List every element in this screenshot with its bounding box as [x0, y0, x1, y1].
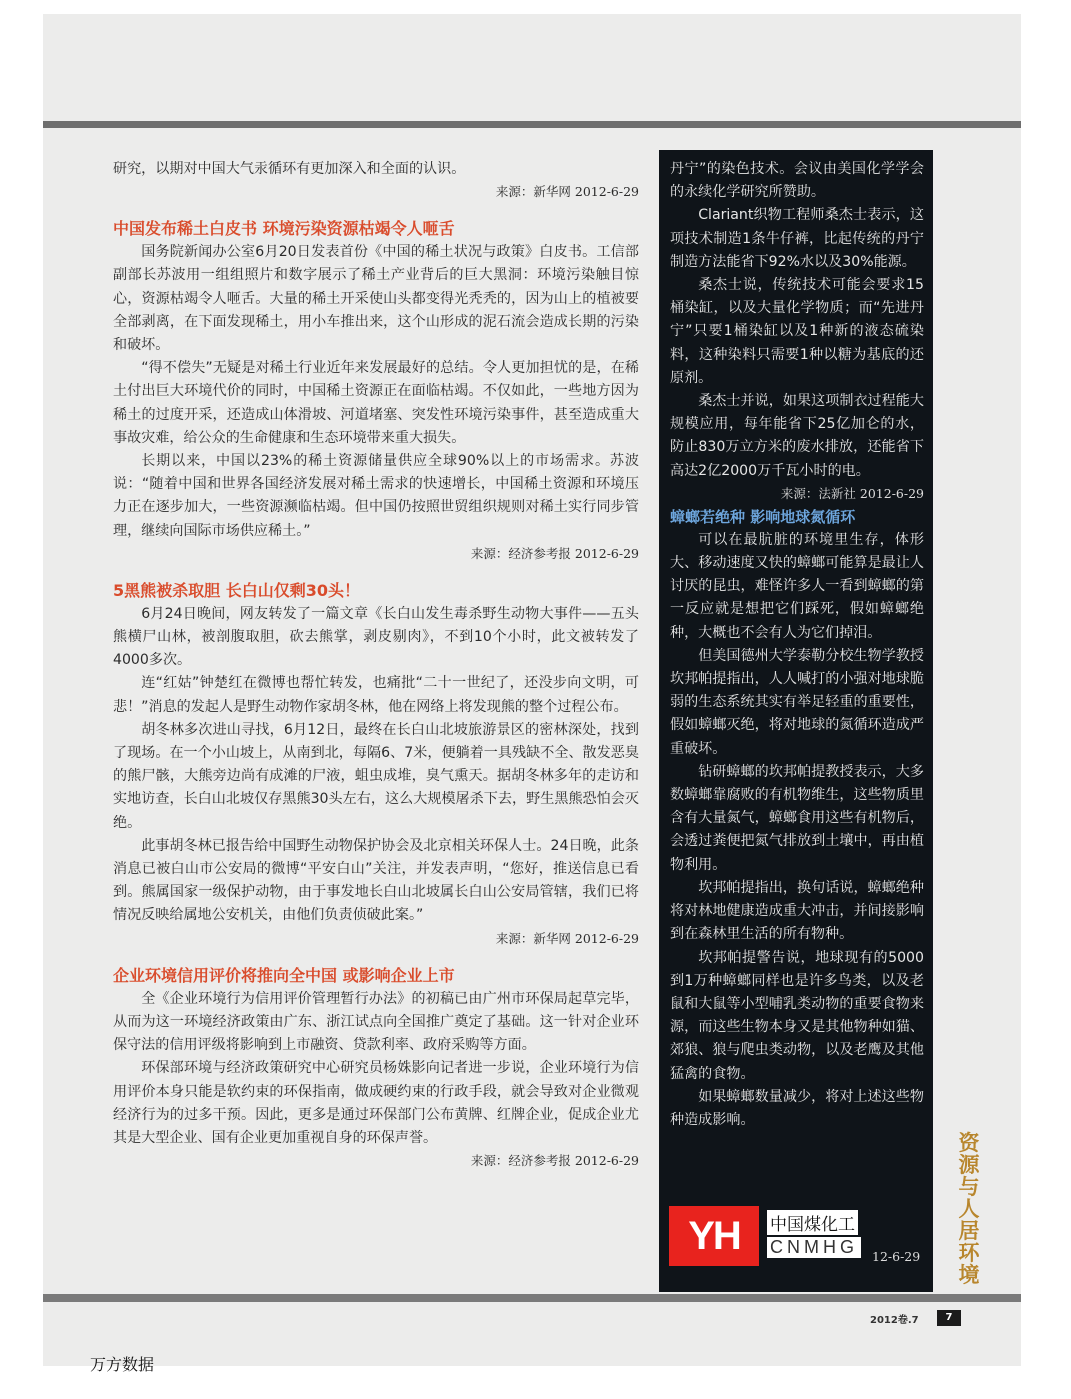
article-source: 来源：经济参考报 2012-6-29 [470, 545, 639, 561]
sidebar-paragraph: 如果蟑螂数量减少，将对上述这些物种造成影响。 [670, 1088, 924, 1128]
article-source: 来源：新华网 2012-6-29 [495, 930, 639, 946]
article-paragraph: 全《企业环境行为信用评价管理暂行办法》的初稿已由广州市环保局起草完毕，从而为这一环境经济政策由广东、浙江试点向全国推广奠定了基础。这一针对企业环保守法的信用评级将影响到上市融资、贷款利率、政府采购等方面。 [113, 990, 639, 1054]
article-title-black-bears: 5黑熊被杀取胆 长白山仅剩30头！ [113, 580, 360, 600]
logo-english-name: CNMHG [767, 1237, 861, 1258]
article-paragraph: 长期以来，中国以23%的稀土资源储量供应全球90%以上的市场需求。苏波说：“随着中国和世界各国经济发展对稀土需求的快速增长，中国稀土资源和环境压力正在逐步加大，一些资源濒临枯竭。但中国仍按照世贸组织规则对稀土实行同步管理，继续向国际市场供应稀土。” [113, 453, 639, 539]
article-paragraph: 6月24日晚间，网友转发了一篇文章《长白山发生毒杀野生动物大事件——五头熊横尸山林，被剖腹取胆，砍去熊掌，剥皮剔肉》，不到10个小时，此文被转发了4000多次。 [113, 605, 639, 669]
article-title-rare-earth: 中国发布稀土白皮书 环境污染资源枯竭令人咂舌 [113, 219, 455, 239]
column-mark-char: 人 [958, 1196, 980, 1221]
sidebar-text [670, 158, 924, 1132]
sidebar-source-date: 12-6-29 [872, 1249, 921, 1264]
sidebar-paragraph: 坎邦帕提警告说，地球现有的5000到1万种蟑螂同样也是许多鸟类，以及老鼠和大鼠等小型哺乳类动物的重要食物来源，而这些生物本身又是其他物种如猫、郊狼、狼与爬虫类动物，以及老鹰及其他猛禽的食物。 [670, 949, 924, 1082]
column-mark-char: 源 [958, 1152, 980, 1177]
column-mark [952, 1130, 986, 1287]
intro-text: 研究，以期对中国大气汞循环有更加深入和全面的认识。 [113, 161, 466, 177]
column-mark-char: 环 [958, 1240, 980, 1265]
article-paragraph: 胡冬林多次进山寻找，6月12日，最终在长白山北坡旅游景区的密林深处，找到了现场。在一个小山坡上，从南到北，每隔6、7米，便躺着一具残缺不全、散发恶臭的熊尸骸，大熊旁边尚有成滩的尸液，蛆虫成堆，臭气熏天。据胡冬林多年的走访和实地访查，长白山北坡仅存黑熊30头左右，这么大规模屠杀下去，野生黑熊恐怕会灭绝。 [113, 721, 639, 831]
logo-chinese-name: 中国煤化工 [767, 1210, 858, 1235]
column-mark-char: 境 [958, 1262, 980, 1287]
article-paragraph: 连“红姑”钟楚红在微博也帮忙转发，也痛批“二十一世纪了，还没步向文明，可悲！”消息的发起人是野生动物作家胡冬林，他在网络上将发现熊的整个过程公布。 [113, 675, 639, 715]
sidebar-paragraph: 丹宁”的染色技术。会议由美国化学学会的永续化学研究所赞助。 [670, 161, 924, 201]
sidebar-paragraph: 桑杰士说，传统技术可能会要求15桶染缸，以及大量化学物质；而“先进丹宁”只要1桶染缸以及1种新的液态硫染料，这种染料只需要1种以糖为基底的还原剂。 [670, 277, 924, 386]
article-paragraph: 国务院新闻办公室6月20日发表首份《中国的稀土状况与政策》白皮书。工信部副部长苏波用一组组照片和数字展示了稀土产业背后的巨大黑洞：环境污染触目惊心，资源枯竭令人咂舌。大量的稀土开采使山头都变得光秃秃的，因为山上的植被要全部剥离，在下面发现稀土，用小车推出来，这个山形成的泥石流会造成长期的污染和破坏。 [113, 244, 639, 354]
article-paragraph: 此事胡冬林已报告给中国野生动物保护协会及北京相关环保人士。24日晚，此条消息已被白山市公安局的微博“平安白山”关注，并发表声明，“您好，推送信息已看到。熊属国家一级保护动物，由于事发地长白山北坡属长白山公安局管辖，我们已将情况反映给属地公安机关，由他们负责侦破此案。” [113, 837, 639, 924]
sidebar-paragraph: Clariant织物工程师桑杰士表示，这项技术制造1条牛仔裤，比起传统的丹宁制造方法能省下92%水以及30%能源。 [670, 207, 924, 270]
column-mark-char: 资 [958, 1130, 980, 1155]
watermark-logo [669, 1206, 873, 1266]
column-mark-char: 与 [958, 1174, 980, 1199]
sidebar-title-cockroach: 蟑螂若绝种 影响地球氮循环 [670, 507, 856, 526]
issue-label: 2012卷.7 [870, 1315, 919, 1326]
column-mark-char: 居 [958, 1218, 980, 1243]
sidebar-paragraph: 可以在最肮脏的环境里生存，体形大、移动速度又快的蟑螂可能算是最让人讨厌的昆虫，难怪许多人一看到蟑螂的第一反应就是想把它们踩死，假如蟑螂绝种，大概也不会有人为它们掉泪。 [670, 531, 924, 641]
sidebar-source: 来源：法新社 2012-6-29 [780, 485, 924, 501]
sidebar-paragraph: 但美国德州大学泰勒分校生物学教授坎邦帕提指出，人人喊打的小强对地球脆弱的生态系统其实有举足轻重的重要性，假如蟑螂灭绝，将对地球的氮循环造成严重破坏。 [670, 647, 924, 757]
left-column [113, 158, 639, 1172]
intro-source: 来源：新华网 2012-6-29 [495, 184, 639, 200]
top-rule [43, 121, 1021, 128]
logo-mark-icon: YH [669, 1206, 759, 1266]
sidebar-paragraph: 坎邦帕提指出，换句话说，蟑螂绝种将对林地健康造成重大冲击，并间接影响到在森林里生活的所有物种。 [670, 879, 924, 943]
page-number: 7 [937, 1310, 961, 1326]
article-source: 来源：经济参考报 2012-6-29 [470, 1153, 639, 1169]
wanfang-watermark: 万方数据 [90, 1355, 155, 1374]
article-paragraph: 环保部环境与经济政策研究中心研究员杨姝影向记者进一步说，企业环境行为信用评价本身只能是软约束的环保指南，做成硬约束的行政手段，就会导致对企业微观经济行为的过多干预。因此，更多是通过环保部门公布黄牌、红牌企业，促成企业尤其是大型企业、国有企业更加重视自身的环保声誉。 [113, 1060, 639, 1146]
article-paragraph: “得不偿失”无疑是对稀土行业近年来发展最好的总结。令人更加担忧的是，在稀土付出巨大环境代价的同时，中国稀土资源正在面临枯竭。不仅如此，一些地方因为稀土的过度开采，还造成山体滑坡、河道堵塞、突发性环境污染事件，甚至造成重大事故灾难，给公众的生命健康和生态环境带来重大损失。 [113, 360, 639, 446]
bottom-rule [43, 1294, 1021, 1302]
sidebar-paragraph: 桑杰士并说，如果这项制衣过程能大规模应用，每年能省下25亿加仑的水，防止830万立方米的废水排放，还能省下高达2亿2000万千瓦小时的电。 [670, 393, 924, 479]
article-title-credit-rating: 企业环境信用评价将推向全中国 或影响企业上市 [113, 965, 455, 985]
sidebar-paragraph: 钻研蟑螂的坎邦帕提教授表示，大多数蟑螂靠腐败的有机物维生，这些物质里含有大量氮气，蟑螂食用这些有机物后，会透过粪便把氮气排放到土壤中，再由植物利用。 [670, 763, 924, 873]
